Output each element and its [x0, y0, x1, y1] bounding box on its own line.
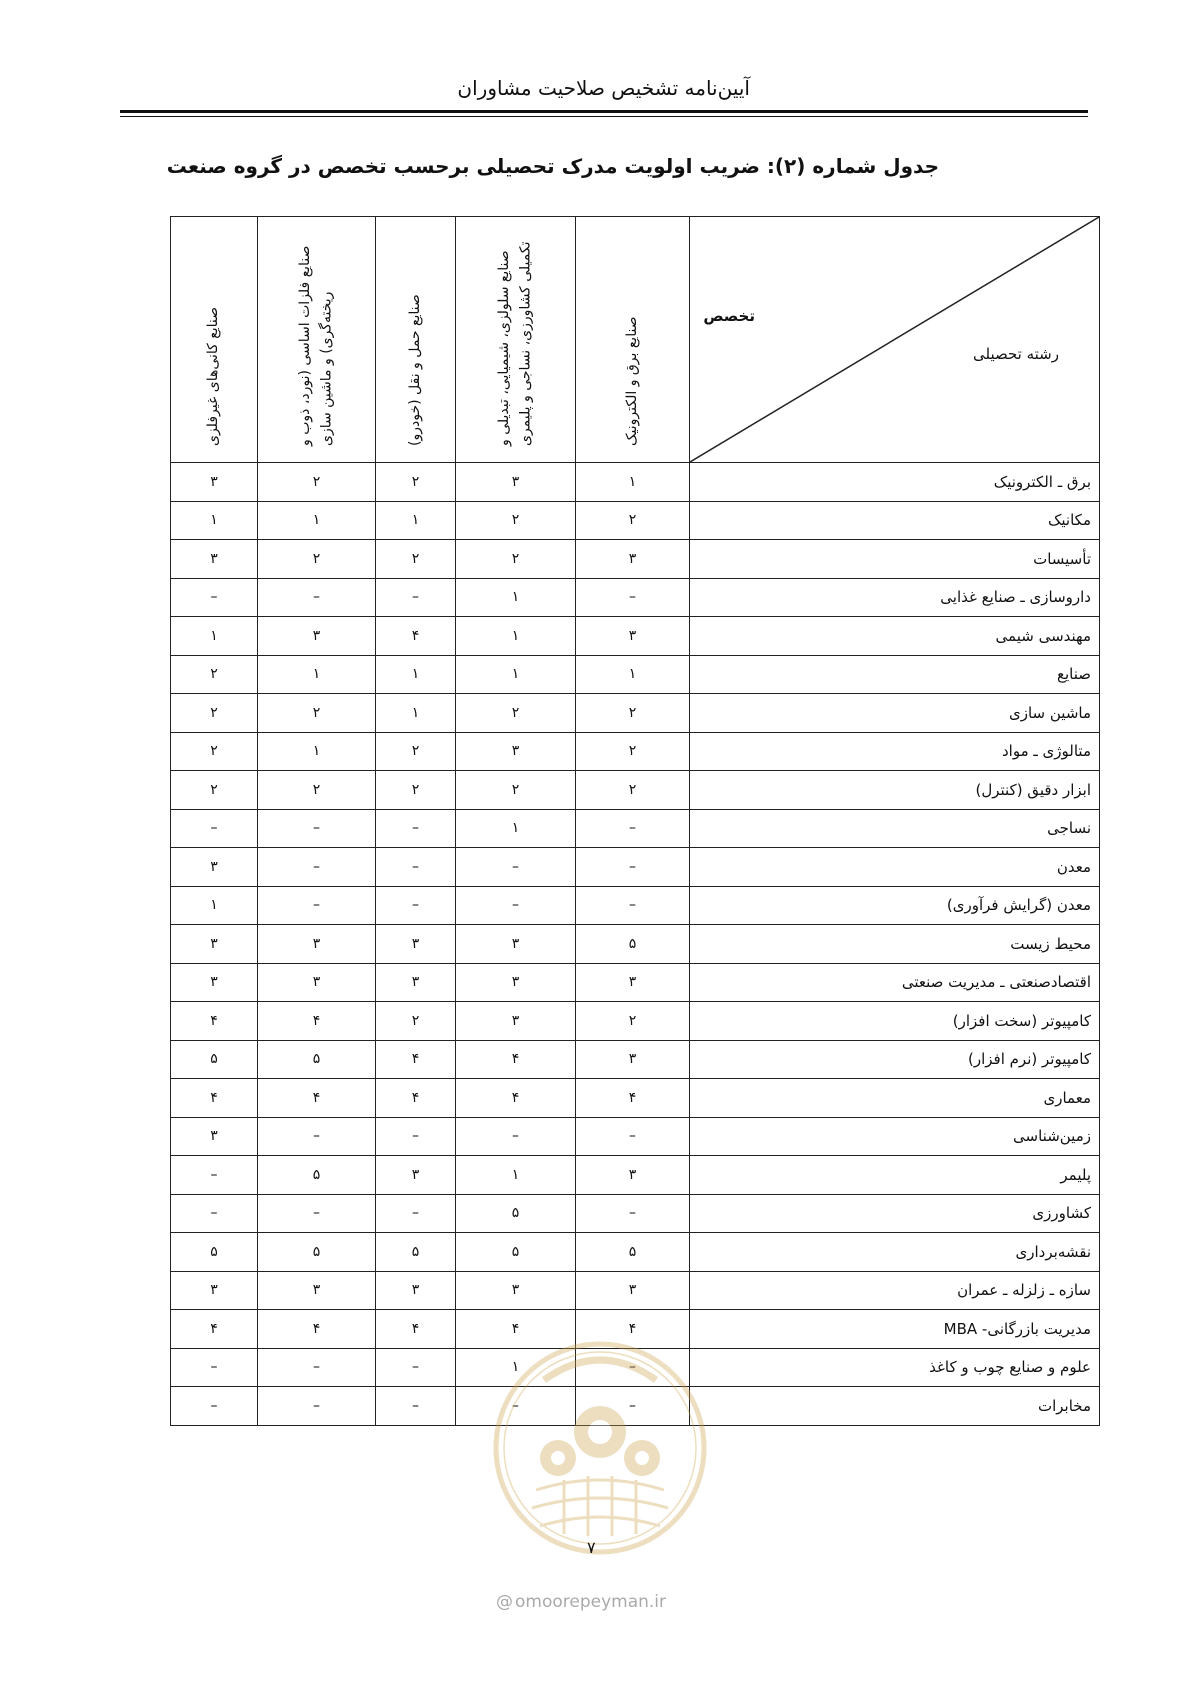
corner-label-field: رشته تحصیلی	[972, 345, 1059, 363]
value-cell: ۳	[171, 1117, 258, 1156]
value-cell: ۵	[576, 1233, 690, 1272]
value-cell: ۴	[376, 1040, 456, 1079]
value-cell: ۲	[576, 771, 690, 810]
row-label-cell: معدن (گرایش فرآوری)	[690, 886, 1100, 925]
value-cell: ۱	[456, 809, 576, 848]
table-row	[171, 1002, 1100, 1041]
row-label-cell: کامپیوتر (نرم افزار)	[690, 1040, 1100, 1079]
value-cell: ۳	[456, 963, 576, 1002]
table-row	[171, 694, 1100, 733]
column-header	[456, 217, 576, 463]
value-cell: ۴	[456, 1079, 576, 1118]
column-header	[376, 217, 456, 463]
value-cell: ۳	[171, 925, 258, 964]
table-row	[171, 1117, 1100, 1156]
value-cell: ۵	[258, 1040, 376, 1079]
row-label-cell: نقشه‌برداری	[690, 1233, 1100, 1272]
table-row	[171, 1194, 1100, 1233]
table-row	[171, 540, 1100, 579]
value-cell: ۱	[258, 732, 376, 771]
value-cell: ۳	[576, 1156, 690, 1195]
value-cell: ۲	[456, 540, 576, 579]
column-header-label: صنایع کانی‌های غیرفلزی	[205, 306, 222, 446]
value-cell: ۲	[376, 771, 456, 810]
value-cell: ۴	[376, 1310, 456, 1349]
value-cell: ۲	[576, 694, 690, 733]
value-cell: ۴	[171, 1079, 258, 1118]
value-cell: ۵	[576, 925, 690, 964]
value-cell: –	[258, 578, 376, 617]
value-cell: –	[258, 809, 376, 848]
value-cell: ۴	[376, 617, 456, 656]
row-label-cell: سازه ـ زلزله ـ عمران	[690, 1271, 1100, 1310]
site-credit[interactable]	[496, 1592, 666, 1612]
column-header	[576, 217, 690, 463]
row-label-cell: نساجی	[690, 809, 1100, 848]
seal-watermark	[484, 1320, 716, 1590]
value-cell: ۳	[258, 617, 376, 656]
row-label-cell: داروسازی ـ صنایع غذایی	[690, 578, 1100, 617]
value-cell: ۳	[171, 848, 258, 887]
value-cell: ۲	[456, 771, 576, 810]
value-cell: ۵	[258, 1156, 376, 1195]
value-cell: –	[171, 1348, 258, 1387]
column-header-label: صنایع سلولزی، شیمیایی، تبدیلی و تکمیلی کشاورزی، نساجی و پلیمری	[495, 241, 534, 446]
value-cell: ۱	[456, 617, 576, 656]
value-cell: ۴	[576, 1310, 690, 1349]
value-cell: ۳	[576, 617, 690, 656]
page-number: ۷	[587, 1538, 596, 1557]
value-cell: ۴	[258, 1310, 376, 1349]
page-header	[120, 72, 1088, 116]
value-cell: ۱	[576, 655, 690, 694]
value-cell: –	[171, 1387, 258, 1426]
value-cell: ۲	[258, 463, 376, 502]
row-label-cell: مخابرات	[690, 1387, 1100, 1426]
value-cell: ۴	[456, 1040, 576, 1079]
value-cell: ۳	[171, 463, 258, 502]
value-cell: ۳	[376, 1271, 456, 1310]
value-cell: ۱	[258, 501, 376, 540]
value-cell: ۱	[456, 1156, 576, 1195]
value-cell: ۲	[376, 1002, 456, 1041]
header-rule-thin	[120, 116, 1088, 117]
value-cell: ۲	[576, 501, 690, 540]
value-cell: ۲	[258, 694, 376, 733]
value-cell: ۲	[258, 540, 376, 579]
value-cell: ۳	[258, 963, 376, 1002]
value-cell: ۵	[258, 1233, 376, 1272]
column-header	[171, 217, 258, 463]
table-row	[171, 1040, 1100, 1079]
row-label-cell: مکانیک	[690, 501, 1100, 540]
value-cell: –	[171, 1194, 258, 1233]
value-cell: ۲	[171, 694, 258, 733]
table-row	[171, 655, 1100, 694]
value-cell: ۲	[456, 694, 576, 733]
table-row	[171, 963, 1100, 1002]
value-cell: ۴	[576, 1079, 690, 1118]
corner-label-specialty: تخصص	[703, 307, 755, 325]
value-cell: ۱	[171, 886, 258, 925]
value-cell: ۴	[171, 1310, 258, 1349]
value-cell: ۳	[376, 1156, 456, 1195]
value-cell: –	[258, 1194, 376, 1233]
table-row	[171, 501, 1100, 540]
value-cell: –	[258, 886, 376, 925]
value-cell: ۱	[376, 655, 456, 694]
value-cell: –	[576, 1117, 690, 1156]
table-row	[171, 732, 1100, 771]
value-cell: ۲	[576, 1002, 690, 1041]
value-cell: –	[376, 1117, 456, 1156]
table-row	[171, 925, 1100, 964]
value-cell: ۳	[376, 963, 456, 1002]
value-cell: –	[456, 848, 576, 887]
value-cell: ۲	[376, 732, 456, 771]
column-header-label: صنایع فلزات اساسی (نورد، ذوب و ریخته‌گری) و ماشین سازی	[296, 245, 335, 446]
value-cell: –	[258, 1117, 376, 1156]
value-cell: ۱	[456, 578, 576, 617]
row-label-cell: ابزار دقیق (کنترل)	[690, 771, 1100, 810]
value-cell: ۱	[171, 617, 258, 656]
value-cell: ۳	[456, 732, 576, 771]
row-label-cell: متالوژی ـ مواد	[690, 732, 1100, 771]
value-cell: –	[376, 1387, 456, 1426]
value-cell: ۵	[376, 1233, 456, 1272]
header-rule-thick	[120, 110, 1088, 113]
row-label-cell: علوم و صنایع چوب و کاغذ	[690, 1348, 1100, 1387]
table-row	[171, 1233, 1100, 1272]
column-header-label: صنایع برق و الکترونیک	[623, 315, 640, 446]
priority-table	[170, 216, 1100, 1426]
value-cell: ۵	[171, 1040, 258, 1079]
value-cell: ۳	[258, 925, 376, 964]
value-cell: –	[576, 848, 690, 887]
table-caption: جدول شماره (۲): ضریب اولویت مدرک تحصیلی برحسب تخصص در گروه صنعت	[166, 154, 939, 178]
value-cell: ۳	[171, 540, 258, 579]
row-label-cell: زمین‌شناسی	[690, 1117, 1100, 1156]
seal-grid-icon	[532, 1476, 668, 1536]
value-cell: ۳	[576, 1040, 690, 1079]
value-cell: –	[376, 886, 456, 925]
corner-diagonal-line	[690, 217, 1099, 462]
value-cell: ۲	[456, 501, 576, 540]
row-label-cell: ماشین سازی	[690, 694, 1100, 733]
value-cell: ۴	[456, 1310, 576, 1349]
row-label-cell: مهندسی شیمی	[690, 617, 1100, 656]
value-cell: ۱	[376, 694, 456, 733]
table-row	[171, 1271, 1100, 1310]
value-cell: ۳	[171, 963, 258, 1002]
table-row	[171, 1156, 1100, 1195]
value-cell: –	[376, 848, 456, 887]
site-credit-text: omoorepeyman.ir	[515, 1592, 667, 1612]
value-cell: –	[576, 886, 690, 925]
column-header-label: صنایع حمل و نقل (خودرو)	[406, 293, 423, 446]
value-cell: –	[258, 1348, 376, 1387]
table-row	[171, 578, 1100, 617]
value-cell: ۲	[171, 732, 258, 771]
value-cell: ۴	[258, 1002, 376, 1041]
value-cell: ۳	[376, 925, 456, 964]
table-row	[171, 463, 1100, 502]
value-cell: –	[456, 1117, 576, 1156]
value-cell: –	[258, 1387, 376, 1426]
row-label-cell: صنایع	[690, 655, 1100, 694]
value-cell: –	[376, 809, 456, 848]
table-row	[171, 809, 1100, 848]
table-header-row	[171, 217, 1100, 463]
value-cell: ۱	[258, 655, 376, 694]
row-label-cell: مدیریت بازرگانی- MBA	[690, 1310, 1100, 1349]
value-cell: –	[456, 886, 576, 925]
value-cell: –	[576, 809, 690, 848]
table-row	[171, 617, 1100, 656]
value-cell: ۴	[376, 1079, 456, 1118]
value-cell: ۳	[576, 963, 690, 1002]
value-cell: ۳	[576, 1271, 690, 1310]
row-label-cell: برق ـ الکترونیک	[690, 463, 1100, 502]
corner-header-cell	[690, 217, 1100, 463]
value-cell: –	[376, 1194, 456, 1233]
value-cell: ۵	[456, 1233, 576, 1272]
row-label-cell: کامپیوتر (سخت افزار)	[690, 1002, 1100, 1041]
value-cell: ۱	[456, 655, 576, 694]
value-cell: ۲	[258, 771, 376, 810]
row-label-cell: معماری	[690, 1079, 1100, 1118]
value-cell: ۵	[171, 1233, 258, 1272]
table-container	[170, 216, 1099, 1426]
value-cell: –	[576, 578, 690, 617]
value-cell: ۱	[171, 501, 258, 540]
value-cell: ۳	[258, 1271, 376, 1310]
value-cell: ۳	[576, 540, 690, 579]
value-cell: ۳	[456, 463, 576, 502]
row-label-cell: معدن	[690, 848, 1100, 887]
column-header	[258, 217, 376, 463]
value-cell: ۲	[171, 771, 258, 810]
table-row	[171, 1079, 1100, 1118]
table-row	[171, 848, 1100, 887]
value-cell: ۲	[376, 463, 456, 502]
value-cell: ۲	[376, 540, 456, 579]
value-cell: ۳	[456, 1002, 576, 1041]
value-cell: ۱	[576, 463, 690, 502]
value-cell: ۵	[456, 1194, 576, 1233]
value-cell: ۳	[456, 925, 576, 964]
value-cell: –	[456, 1387, 576, 1426]
table-row	[171, 771, 1100, 810]
value-cell: –	[171, 1156, 258, 1195]
table-body	[171, 463, 1100, 1426]
at-icon: @	[496, 1592, 513, 1612]
value-cell: –	[576, 1348, 690, 1387]
row-label-cell: تأسیسات	[690, 540, 1100, 579]
value-cell: –	[576, 1387, 690, 1426]
page-title: آیین‌نامه تشخیص صلاحیت مشاوران	[457, 76, 750, 100]
value-cell: ۱	[456, 1348, 576, 1387]
row-label-cell: کشاورزی	[690, 1194, 1100, 1233]
value-cell: ۴	[258, 1079, 376, 1118]
row-label-cell: پلیمر	[690, 1156, 1100, 1195]
value-cell: ۳	[456, 1271, 576, 1310]
value-cell: –	[376, 1348, 456, 1387]
value-cell: ۴	[171, 1002, 258, 1041]
value-cell: ۲	[576, 732, 690, 771]
value-cell: –	[171, 809, 258, 848]
value-cell: –	[171, 578, 258, 617]
row-label-cell: اقتصادصنعتی ـ مدیریت صنعتی	[690, 963, 1100, 1002]
value-cell: ۱	[376, 501, 456, 540]
value-cell: –	[376, 578, 456, 617]
value-cell: ۳	[171, 1271, 258, 1310]
row-label-cell: محیط زیست	[690, 925, 1100, 964]
value-cell: ۲	[171, 655, 258, 694]
value-cell: –	[576, 1194, 690, 1233]
value-cell: –	[258, 848, 376, 887]
table-row	[171, 886, 1100, 925]
